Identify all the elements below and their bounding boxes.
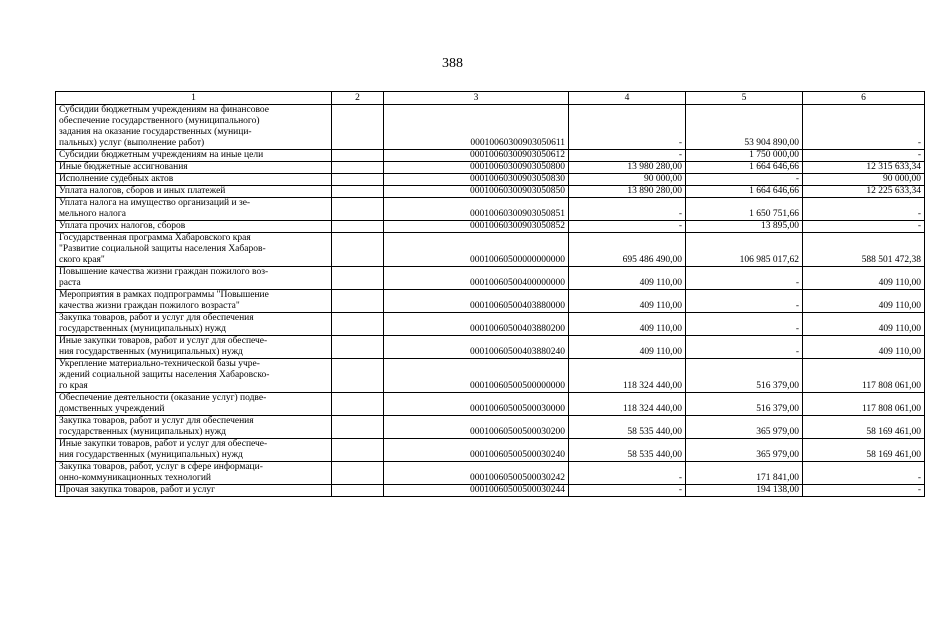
row-value-col4: -	[569, 462, 686, 485]
row-name: Уплата прочих налогов, сборов	[56, 221, 332, 233]
row-col2	[332, 290, 384, 313]
row-name: Повышение качества жизни граждан пожилого воз- раста	[56, 267, 332, 290]
row-col2	[332, 359, 384, 393]
row-value-col6: 409 110,00	[803, 290, 925, 313]
row-value-col6: 409 110,00	[803, 267, 925, 290]
row-value-col6: 117 808 061,00	[803, 359, 925, 393]
row-col2	[332, 462, 384, 485]
row-code: 00010060300903050850	[384, 186, 569, 198]
row-value-col4: 58 535 440,00	[569, 439, 686, 462]
row-value-col4: -	[569, 221, 686, 233]
row-value-col4: 409 110,00	[569, 313, 686, 336]
row-name: Закупка товаров, работ и услуг для обеспечения государственных (муниципальных) нужд	[56, 416, 332, 439]
row-value-col5: 365 979,00	[686, 416, 803, 439]
row-value-col5: -	[686, 313, 803, 336]
row-value-col5: 516 379,00	[686, 393, 803, 416]
row-col2	[332, 105, 384, 150]
row-value-col5: 1 664 646,66	[686, 162, 803, 174]
row-name: Субсидии бюджетным учреждениям на иные цели	[56, 150, 332, 162]
row-code: 00010060500500000000	[384, 359, 569, 393]
table-row	[56, 233, 925, 267]
row-code: 00010060300903050612	[384, 150, 569, 162]
row-value-col5: 1 650 751,66	[686, 198, 803, 221]
table-row	[56, 439, 925, 462]
row-name: Иные закупки товаров, работ и услуг для обеспече- ния государственных (муниципальных) нужд	[56, 336, 332, 359]
page-number: 388	[442, 56, 463, 71]
table-row	[56, 198, 925, 221]
row-value-col4: 90 000,00	[569, 174, 686, 186]
row-value-col4: 58 535 440,00	[569, 416, 686, 439]
row-value-col6: -	[803, 221, 925, 233]
row-value-col4: 409 110,00	[569, 267, 686, 290]
table-row	[56, 462, 925, 485]
row-name: Иные бюджетные ассигнования	[56, 162, 332, 174]
row-value-col5: 171 841,00	[686, 462, 803, 485]
column-header: 1	[56, 92, 332, 105]
row-name: Мероприятия в рамках подпрограммы "Повышение качества жизни граждан пожилого возраста"	[56, 290, 332, 313]
row-code: 00010060300903050851	[384, 198, 569, 221]
column-header: 4	[569, 92, 686, 105]
table-row	[56, 290, 925, 313]
row-code: 00010060300903050611	[384, 105, 569, 150]
row-value-col5: 53 904 890,00	[686, 105, 803, 150]
row-col2	[332, 393, 384, 416]
row-name: Государственная программа Хабаровского края "Развитие социальной защиты населения Хабаров- ского края"	[56, 233, 332, 267]
column-header: 3	[384, 92, 569, 105]
row-value-col6: 58 169 461,00	[803, 439, 925, 462]
table-row	[56, 150, 925, 162]
table-row	[56, 485, 925, 497]
row-code: 00010060300903050830	[384, 174, 569, 186]
row-value-col6: 12 225 633,34	[803, 186, 925, 198]
row-col2	[332, 186, 384, 198]
row-code: 00010060500403880000	[384, 290, 569, 313]
column-header: 5	[686, 92, 803, 105]
row-code: 00010060300903050800	[384, 162, 569, 174]
row-value-col6: 409 110,00	[803, 336, 925, 359]
row-value-col5: 106 985 017,62	[686, 233, 803, 267]
table-row	[56, 186, 925, 198]
table-row	[56, 336, 925, 359]
row-value-col5: 1 750 000,00	[686, 150, 803, 162]
row-name: Обеспечение деятельности (оказание услуг) подве- домственных учреждений	[56, 393, 332, 416]
row-value-col4: 409 110,00	[569, 290, 686, 313]
row-value-col6: 12 315 633,34	[803, 162, 925, 174]
table-row	[56, 393, 925, 416]
row-code: 00010060500000000000	[384, 233, 569, 267]
row-col2	[332, 416, 384, 439]
row-value-col5: 365 979,00	[686, 439, 803, 462]
row-code: 00010060500403880200	[384, 313, 569, 336]
column-header: 2	[332, 92, 384, 105]
row-name: Уплата налогов, сборов и иных платежей	[56, 186, 332, 198]
row-value-col5: -	[686, 336, 803, 359]
row-value-col6: -	[803, 485, 925, 497]
row-col2	[332, 221, 384, 233]
row-value-col6: 409 110,00	[803, 313, 925, 336]
row-value-col4: 13 890 280,00	[569, 186, 686, 198]
row-code: 00010060300903050852	[384, 221, 569, 233]
row-value-col5: 13 895,00	[686, 221, 803, 233]
row-value-col5: -	[686, 174, 803, 186]
row-code: 00010060500400000000	[384, 267, 569, 290]
row-value-col5: 194 138,00	[686, 485, 803, 497]
row-value-col4: 409 110,00	[569, 336, 686, 359]
row-value-col6: 117 808 061,00	[803, 393, 925, 416]
table-row	[56, 267, 925, 290]
row-name: Укрепление материально-технической базы учре- ждений социальной защиты населения Хабаровско- го края	[56, 359, 332, 393]
row-name: Уплата налога на имущество организаций и зе- мельного налога	[56, 198, 332, 221]
row-value-col6: -	[803, 462, 925, 485]
row-value-col4: -	[569, 485, 686, 497]
row-col2	[332, 485, 384, 497]
row-value-col6: 58 169 461,00	[803, 416, 925, 439]
row-value-col6: -	[803, 198, 925, 221]
row-value-col5: -	[686, 267, 803, 290]
row-col2	[332, 336, 384, 359]
row-col2	[332, 439, 384, 462]
row-name: Иные закупки товаров, работ и услуг для обеспече- ния государственных (муниципальных) нужд	[56, 439, 332, 462]
row-name: Закупка товаров, работ и услуг для обеспечения государственных (муниципальных) нужд	[56, 313, 332, 336]
row-code: 00010060500500030244	[384, 485, 569, 497]
row-col2	[332, 267, 384, 290]
row-name: Субсидии бюджетным учреждениям на финансовое обеспечение государственного (муниципального) задания на оказание государственных (муници- пальных) услуг (выполнение работ)	[56, 105, 332, 150]
row-code: 00010060500500030242	[384, 462, 569, 485]
row-name: Закупка товаров, работ, услуг в сфере информаци- онно-коммуникационных технологий	[56, 462, 332, 485]
row-code: 00010060500403880240	[384, 336, 569, 359]
row-value-col5: 516 379,00	[686, 359, 803, 393]
table-row	[56, 313, 925, 336]
row-name: Прочая закупка товаров, работ и услуг	[56, 485, 332, 497]
row-value-col4: 695 486 490,00	[569, 233, 686, 267]
row-col2	[332, 198, 384, 221]
budget-table	[55, 91, 925, 497]
row-col2	[332, 162, 384, 174]
table-row	[56, 359, 925, 393]
row-value-col6: -	[803, 150, 925, 162]
row-name: Исполнение судебных актов	[56, 174, 332, 186]
row-value-col6: 588 501 472,38	[803, 233, 925, 267]
row-value-col4: -	[569, 150, 686, 162]
row-value-col5: -	[686, 290, 803, 313]
row-value-col4: -	[569, 105, 686, 150]
table-row	[56, 105, 925, 150]
row-value-col6: 90 000,00	[803, 174, 925, 186]
row-col2	[332, 313, 384, 336]
row-code: 00010060500500030240	[384, 439, 569, 462]
row-code: 00010060500500030200	[384, 416, 569, 439]
row-value-col4: 118 324 440,00	[569, 393, 686, 416]
table-row	[56, 221, 925, 233]
row-value-col4: 118 324 440,00	[569, 359, 686, 393]
column-header: 6	[803, 92, 925, 105]
row-col2	[332, 174, 384, 186]
row-col2	[332, 233, 384, 267]
row-code: 00010060500500030000	[384, 393, 569, 416]
row-value-col4: -	[569, 198, 686, 221]
header-row	[56, 92, 925, 105]
row-value-col5: 1 664 646,66	[686, 186, 803, 198]
row-col2	[332, 150, 384, 162]
table-row	[56, 162, 925, 174]
row-value-col6: -	[803, 105, 925, 150]
table-row	[56, 174, 925, 186]
table-row	[56, 416, 925, 439]
row-value-col4: 13 980 280,00	[569, 162, 686, 174]
